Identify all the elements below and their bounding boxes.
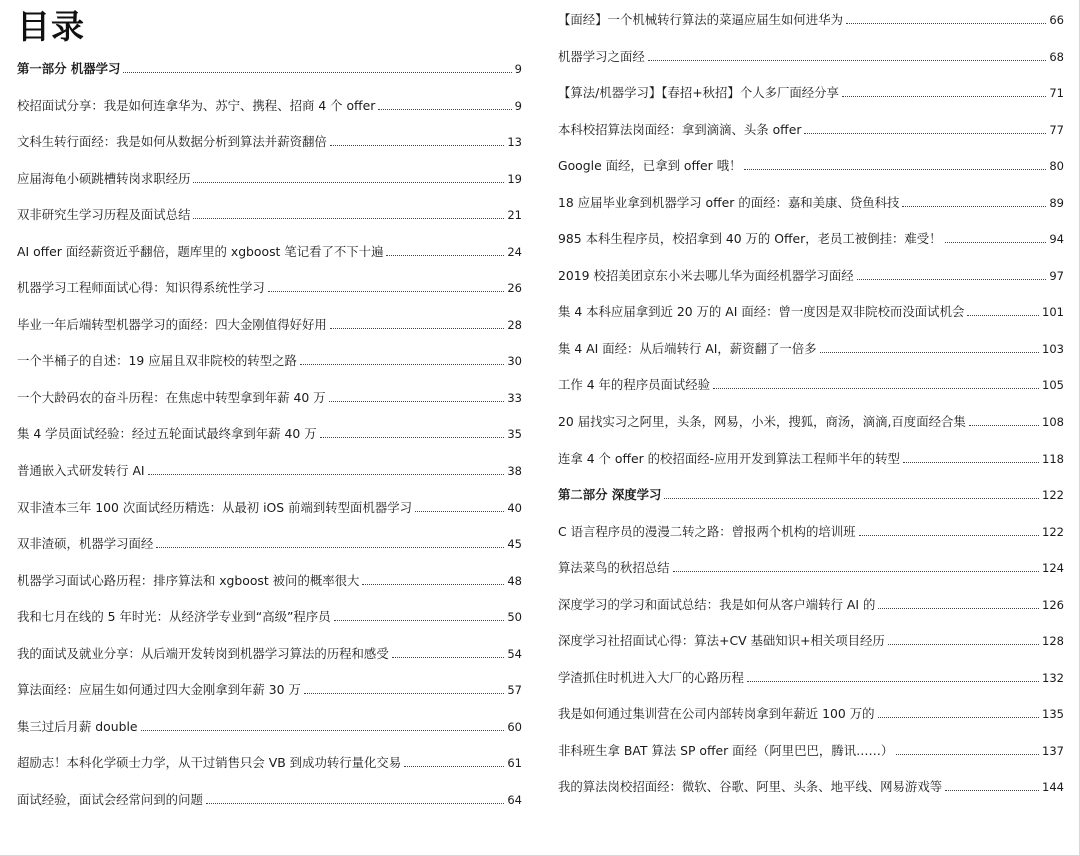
toc-entry-title: 我是如何通过集训营在公司内部转岗拿到年薪近 100 万的 [558, 706, 875, 722]
toc-entry-title: 我和七月在线的 5 年时光：从经济学专业到“高级”程序员 [17, 609, 331, 625]
toc-page-number: 66 [1049, 13, 1064, 27]
dot-leader [415, 511, 504, 512]
toc-entry-title: 面试经验，面试会经常问到的问题 [17, 791, 203, 807]
toc-section-heading[interactable] [558, 483, 1064, 503]
toc-entry[interactable] [17, 349, 522, 369]
toc-page-number: 137 [1042, 743, 1064, 758]
dot-leader [123, 72, 511, 73]
toc-page-number: 132 [1042, 670, 1064, 685]
toc-page-number: 80 [1049, 159, 1064, 174]
toc-entry-title: 工作 4 年的程序员面试经验 [558, 377, 711, 393]
dot-leader [386, 255, 504, 256]
dot-leader [967, 315, 1039, 316]
toc-entry[interactable] [558, 118, 1064, 138]
toc-entry-title: 985 本科生程序员，校招拿到 40 万的 Offer，老员工被倒挂：难受！ [558, 231, 942, 247]
toc-entry-title: 学渣抓住时机进入大厂的心路历程 [558, 669, 744, 685]
toc-title: 目录 [17, 7, 85, 46]
toc-entry-title: 双非研究生学习历程及面试总结 [17, 207, 191, 223]
toc-entry-title: 深度学习的学习和面试总结：我是如何从客户端转行 AI 的 [558, 596, 876, 612]
toc-page-number: 30 [507, 354, 522, 369]
dot-leader [713, 388, 1039, 389]
toc-entry-title: 集 4 AI 面经：从后端转行 AI，薪资翻了一倍多 [558, 340, 817, 356]
toc-right-column [558, 8, 1064, 812]
toc-entry[interactable] [17, 422, 522, 442]
toc-entry-title: 我的算法岗校招面经：微软、谷歌、阿里、头条、地平线、网易游戏等 [558, 779, 943, 795]
toc-entry[interactable] [558, 702, 1064, 722]
toc-page-number: 50 [507, 610, 522, 625]
toc-page-number: 38 [507, 464, 522, 479]
toc-page-number: 24 [507, 244, 522, 259]
toc-entry[interactable] [17, 751, 522, 771]
toc-entry-title: 集 4 学员面试经验：经过五轮面试最终拿到年薪 40 万 [17, 426, 317, 442]
toc-entry[interactable] [17, 130, 522, 150]
toc-page-number: 101 [1042, 305, 1064, 320]
toc-entry[interactable] [558, 300, 1064, 320]
toc-page-number: 28 [507, 317, 522, 332]
toc-page-number: 126 [1042, 597, 1064, 612]
toc-entry-title: 集 4 本科应届拿到近 20 万的 AI 面经：曾一度因是双非院校而没面试机会 [558, 304, 965, 320]
toc-page-number: 19 [507, 171, 522, 186]
toc-entry[interactable] [17, 313, 522, 333]
toc-entry-title: 应届海龟小硕跳槽转岗求职经历 [17, 170, 191, 186]
toc-page-number: 108 [1042, 415, 1064, 430]
toc-entry-title: 一个半桶子的自述：19 应届且双非院校的转型之路 [17, 353, 297, 369]
toc-entry-title: 文科生转行面经：我是如何从数据分析到算法并薪资翻倍 [17, 134, 327, 150]
toc-entry-title: 一个大龄码农的奋斗历程：在焦虑中转型拿到年薪 40 万 [17, 389, 326, 405]
toc-left-column [17, 57, 522, 824]
toc-entry[interactable] [17, 642, 522, 662]
toc-entry-title: 集三过后月薪 double [17, 718, 138, 734]
dot-leader [945, 790, 1039, 791]
toc-entry-title: 深度学习社招面试心得：算法+CV 基础知识+相关项目经历 [558, 633, 885, 649]
dot-leader [903, 462, 1039, 463]
toc-entry-title: 连拿 4 个 offer 的校招面经-应用开发到算法工程师半年的转型 [558, 450, 900, 466]
toc-page-number: 21 [507, 208, 522, 223]
toc-page-number: 94 [1049, 232, 1064, 247]
toc-page-number: 13 [507, 135, 522, 150]
toc-entry[interactable] [558, 520, 1064, 540]
toc-entry-title: 算法菜鸟的秋招总结 [558, 560, 670, 576]
toc-entry[interactable] [558, 8, 1064, 28]
toc-entry-title: 非科班生拿 BAT 算法 SP offer 面经（阿里巴巴，腾讯……） [558, 742, 894, 758]
toc-page-number: 122 [1042, 488, 1064, 503]
toc-entry[interactable] [558, 556, 1064, 576]
toc-entry[interactable] [558, 410, 1064, 430]
toc-entry-title: 2019 校招美团京东小米去哪儿华为面经机器学习面经 [558, 267, 854, 283]
toc-page-number: 45 [507, 537, 522, 552]
toc-page-number: 103 [1042, 341, 1064, 356]
toc-section-heading[interactable] [17, 57, 522, 77]
dot-leader [148, 474, 505, 475]
toc-page-number: 9 [514, 62, 522, 76]
dot-leader [300, 364, 504, 365]
toc-page-number: 61 [507, 756, 522, 771]
toc-entry[interactable] [558, 264, 1064, 284]
toc-entry-title: 双非渣硕，机器学习面经 [17, 536, 154, 552]
dot-leader [330, 328, 505, 329]
toc-entry[interactable] [17, 788, 522, 808]
toc-entry[interactable] [558, 227, 1064, 247]
dot-leader [206, 803, 505, 804]
dot-leader [320, 437, 505, 438]
toc-page-number: 77 [1049, 122, 1064, 137]
dot-leader [268, 291, 505, 292]
toc-page-number: 122 [1042, 524, 1064, 539]
toc-page-number: 128 [1042, 634, 1064, 649]
toc-page-number: 97 [1049, 268, 1064, 283]
toc-entry[interactable] [17, 459, 522, 479]
toc-entry-title: 本科校招算法岗面经：拿到滴滴、头条 offer [558, 121, 802, 137]
toc-entry-title: 18 应届毕业拿到机器学习 offer 的面经：嘉和美康、贷鱼科技 [558, 194, 900, 210]
toc-page-number: 48 [507, 573, 522, 588]
toc-entry[interactable] [17, 386, 522, 406]
dot-leader [902, 206, 1046, 207]
dot-leader [857, 279, 1047, 280]
toc-entry-title: AI offer 面经薪资近乎翻倍，题库里的 xgboost 笔记看了不下十遍 [17, 243, 384, 259]
toc-entry[interactable] [558, 666, 1064, 686]
toc-page-number: 68 [1049, 49, 1064, 64]
toc-entry[interactable] [17, 496, 522, 516]
toc-entry[interactable] [17, 240, 522, 260]
toc-entry[interactable] [17, 605, 522, 625]
dot-leader [804, 133, 1046, 134]
toc-page-number: 9 [514, 98, 522, 113]
dot-leader [846, 23, 1046, 24]
toc-entry[interactable] [17, 94, 522, 114]
dot-leader [896, 754, 1039, 755]
dot-leader [329, 401, 505, 402]
toc-entry-title: 毕业一年后端转型机器学习的面经：四大金刚值得好好用 [17, 316, 327, 332]
dot-leader [362, 584, 504, 585]
toc-entry-title: 机器学习之面经 [558, 48, 645, 64]
toc-entry[interactable] [558, 45, 1064, 65]
dot-leader [820, 352, 1040, 353]
dot-leader [378, 109, 511, 110]
toc-entry-title: 校招面试分享：我是如何连拿华为、苏宁、携程、招商 4 个 offer [17, 97, 376, 113]
toc-entry-title: 超励志！本科化学硕士力学，从干过销售只会 VB 到成功转行量化交易 [17, 755, 402, 771]
dot-leader [969, 425, 1039, 426]
toc-page-number: 89 [1049, 195, 1064, 210]
toc-page-number: 135 [1042, 707, 1064, 722]
toc-entry[interactable] [558, 447, 1064, 467]
toc-entry-title: 第一部分 机器学习 [17, 61, 121, 76]
toc-page-number: 26 [507, 281, 522, 296]
toc-entry-title: Google 面经，已拿到 offer 哦！ [558, 158, 742, 174]
dot-leader [878, 608, 1039, 609]
toc-entry-title: 机器学习工程师面试心得：知识得系统性学习 [17, 280, 265, 296]
dot-leader [648, 60, 1047, 61]
toc-entry[interactable] [558, 739, 1064, 759]
toc-page-number: 35 [507, 427, 522, 442]
toc-entry[interactable] [558, 81, 1064, 101]
toc-entry-title: 第二部分 深度学习 [558, 487, 662, 503]
dot-leader [842, 96, 1046, 97]
dot-leader [664, 498, 1039, 499]
toc-entry[interactable] [17, 569, 522, 589]
toc-page-number: 118 [1042, 451, 1064, 466]
toc-entry-title: 机器学习面试心路历程：排序算法和 xgboost 被问的概率很大 [17, 572, 360, 588]
toc-entry-title: 【面经】一个机械转行算法的菜逼应届生如何进华为 [558, 12, 843, 27]
toc-entry-title: 算法面经：应届生如何通过四大金刚拿到年薪 30 万 [17, 682, 301, 698]
toc-page-number: 105 [1042, 378, 1064, 393]
toc-page-number: 64 [507, 792, 522, 807]
dot-leader [859, 535, 1039, 536]
toc-entry[interactable] [17, 167, 522, 187]
dot-leader [945, 242, 1047, 243]
toc-entry-title: 【算法/机器学习】【春招+秋招】个人多厂面经分享 [558, 85, 839, 101]
toc-entry[interactable] [17, 203, 522, 223]
toc-page-number: 124 [1042, 561, 1064, 576]
dot-leader [392, 657, 505, 658]
dot-leader [193, 182, 504, 183]
toc-entry[interactable] [17, 678, 522, 698]
toc-entry-title: 20 届找实习之阿里，头条，网易，小米，搜狐，商汤，滴滴,百度面经合集 [558, 414, 966, 430]
dot-leader [193, 218, 504, 219]
dot-leader [744, 169, 1046, 170]
toc-entry-title: C 语言程序员的漫漫二转之路：曾报两个机构的培训班 [558, 523, 856, 539]
toc-entry[interactable] [17, 276, 522, 296]
toc-entry[interactable] [558, 775, 1064, 795]
toc-page-number: 144 [1042, 780, 1064, 795]
toc-page-number: 60 [507, 719, 522, 734]
dot-leader [404, 766, 504, 767]
dot-leader [156, 547, 504, 548]
toc-entry-title: 普通嵌入式研发转行 AI [17, 463, 145, 479]
toc-page-number: 57 [507, 683, 522, 698]
toc-entry[interactable] [558, 629, 1064, 649]
toc-page-number: 33 [507, 390, 522, 405]
toc-entry[interactable] [558, 373, 1064, 393]
dot-leader [878, 717, 1040, 718]
dot-leader [304, 693, 505, 694]
dot-leader [330, 145, 505, 146]
toc-entry[interactable] [558, 593, 1064, 613]
dot-leader [747, 681, 1039, 682]
dot-leader [888, 644, 1039, 645]
toc-entry[interactable] [17, 532, 522, 552]
toc-entry-title: 双非渣本三年 100 次面试经历精选：从最初 iOS 前端到转型面机器学习 [17, 499, 413, 515]
toc-page-number: 71 [1049, 86, 1064, 101]
dot-leader [673, 571, 1040, 572]
toc-entry[interactable] [558, 337, 1064, 357]
toc-entry-title: 我的面试及就业分享：从后端开发转岗到机器学习算法的历程和感受 [17, 645, 389, 661]
toc-entry[interactable] [558, 191, 1064, 211]
toc-page-number: 40 [507, 500, 522, 515]
dot-leader [141, 730, 505, 731]
toc-page-number: 54 [507, 646, 522, 661]
toc-entry[interactable] [558, 154, 1064, 174]
dot-leader [334, 620, 505, 621]
toc-entry[interactable] [17, 715, 522, 735]
